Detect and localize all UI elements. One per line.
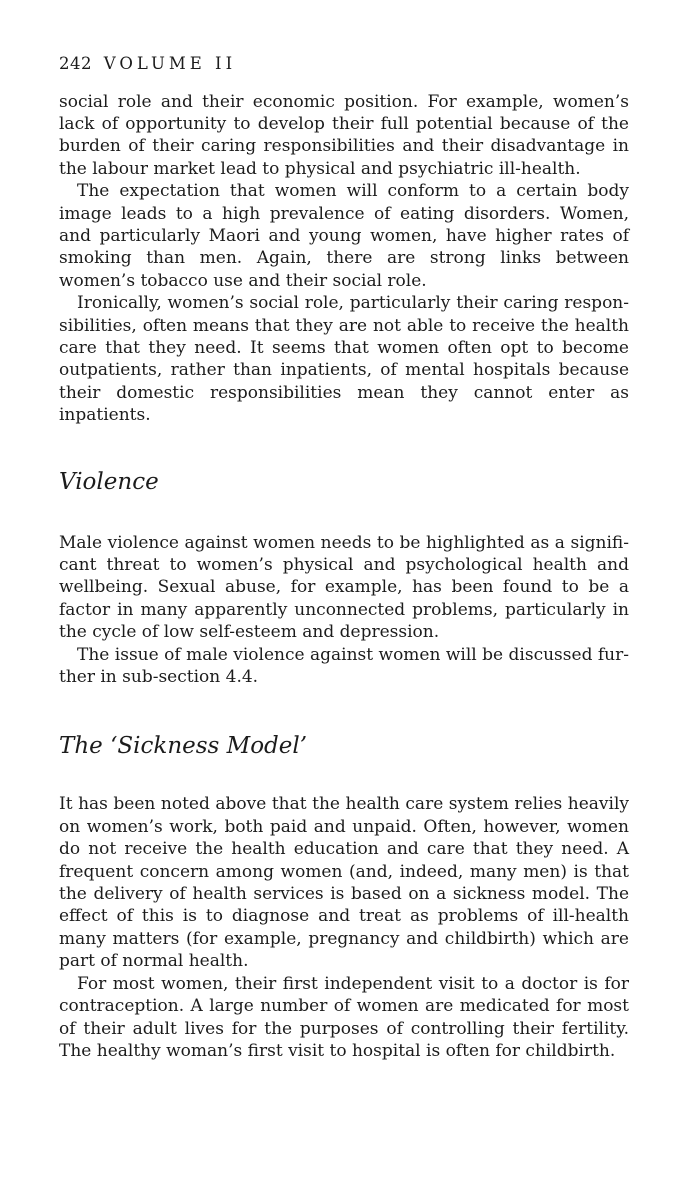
running-head xyxy=(59,56,629,73)
page-number: 242 xyxy=(59,54,92,73)
paragraph: social role and their economic position. For example, women’s lack of opportunity to develop their full potential because of the burden of their caring responsibilities and their disadvantage in the labour market lead to physical and psychiatric ill-health. xyxy=(59,91,629,179)
paragraph: It has been noted above that the health care system relies heavily on women’s work, both paid and unpaid. Often, however, women do not receive the health education and care that they need. A frequent concern among women (and, indeed, many men) is that the delivery of health services is based on a sickness model. The effect of this is to diagnose and treat as problems of ill-health many matters (for example, pregnancy and childbirth) which are part of normal health. xyxy=(59,794,629,972)
section-heading-sickness-model: The ‘Sickness Model’ xyxy=(59,733,308,760)
paragraph: Ironically, women’s social role, particularly their caring responsibilities, often means that they are not able to receive the health care that they need. It seems that women often opt to become outpatients, rather than inpatients, of mental hospitals because their domestic responsibilities mean they cannot enter as inpatients. xyxy=(59,293,629,426)
section-heading-violence: Violence xyxy=(59,468,159,495)
paragraph: The issue of male violence against women will be discussed further in sub-section 4.4. xyxy=(59,644,629,688)
paragraph: For most women, their first independent visit to a doctor is for contraception. A large number of women are medicated for most of their adult lives for the purposes of controlling their fertility. The healthy woman’s first visit to hospital is often for childbirth. xyxy=(59,973,629,1061)
book-page xyxy=(59,56,629,1062)
volume-label: VOLUME II xyxy=(103,54,237,73)
paragraph: Male violence against women needs to be highlighted as a significant threat to women’s physical and psychological health and wellbeing. Sexual abuse, for example, has been found to be a factor in many apparently unconnected problems, particularly in the cycle of low self-esteem and depression. xyxy=(59,532,629,643)
paragraph: The expectation that women will conform to a certain body image leads to a high prevalence of eating disorders. Women, and particularly Maori and young women, have higher rates of smoking than men. Again, there are strong links between women’s tobacco use and their social role. xyxy=(59,181,629,291)
